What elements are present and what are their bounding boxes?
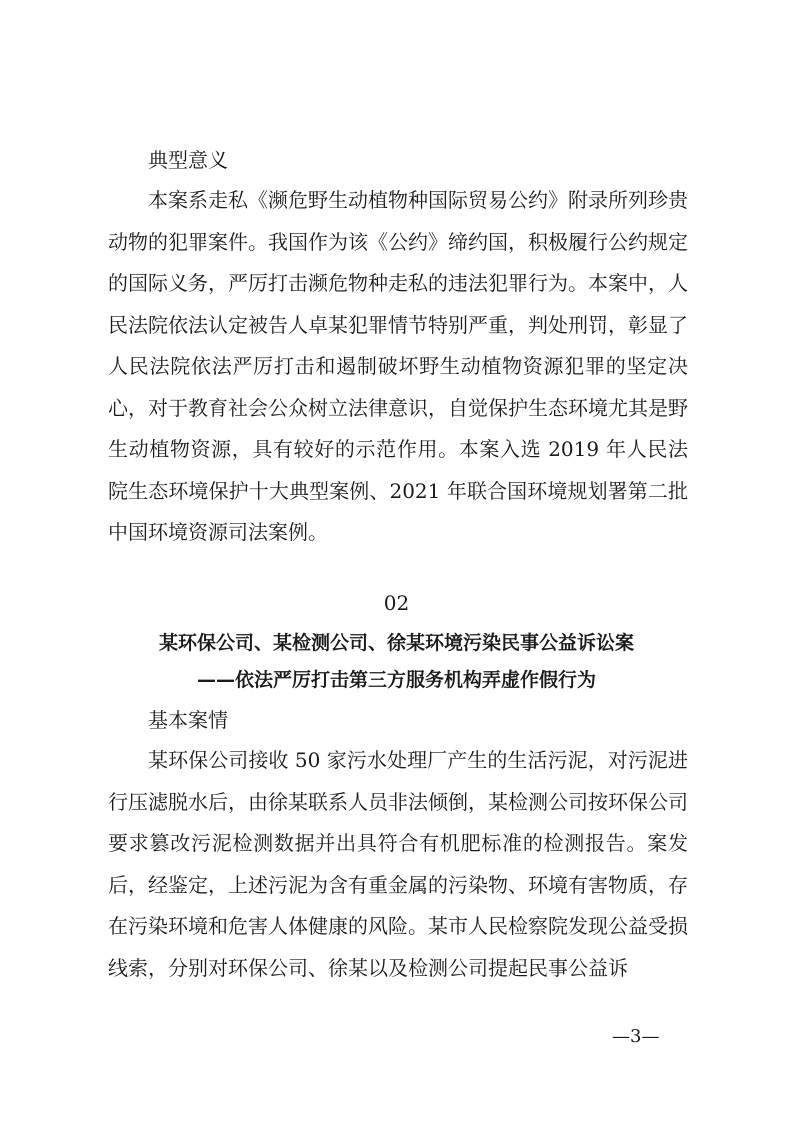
significance-paragraph: 本案系走私《濒危野生动植物种国际贸易公约》附录所列珍贵动物的犯罪案件。我国作为该《公约》缔约国，积极履行公约规定的国际义务，严厉打击濒危物种走私的违法犯罪行为。本案中，人民法院依法认定被告人卓某犯罪情节特别严重，判处刑罚，彰显了人民法院依法严厉打击和遏制破坏野生动植物资源犯罪的坚定决心，对于教育社会公众树立法律意识，自觉保护生态环境尤其是野生动植物资源，具有较好的示范作用。本案入选 2019 年人民法院生态环境保护十大典型案例、2021 年联合国环境规划署第二批中国环境资源司法案例。 [108,188,688,544]
case-title: 某环保公司、某检测公司、徐某环境污染民事公益诉讼案 [158,632,634,654]
basic-facts-paragraph-block [108,740,688,989]
case-subtitle: ——依法严厉打击第三方服务机构弄虚作假行为 [196,669,596,691]
section-heading-significance: 典型意义 [148,148,228,172]
case-number: 02 [383,591,410,615]
section-heading-basic-facts: 基本案情 [148,708,228,732]
page-number: —3— [612,1026,660,1047]
basic-facts-paragraph: 某环保公司接收 50 家污水处理厂产生的生活污泥，对污泥进行压滤脱水后，由徐某联系人员非法倾倒，某检测公司按环保公司要求篡改污泥检测数据并出具符合有机肥标准的检测报告。案发后，经鉴定，上述污泥为含有重金属的污染物、环境有害物质，存在污染环境和危害人体健康的风险。某市人民检察院发现公益受损线索，分别对环保公司、徐某以及检测公司提起民事公益诉 [108,748,688,980]
significance-paragraph-block [108,180,688,554]
